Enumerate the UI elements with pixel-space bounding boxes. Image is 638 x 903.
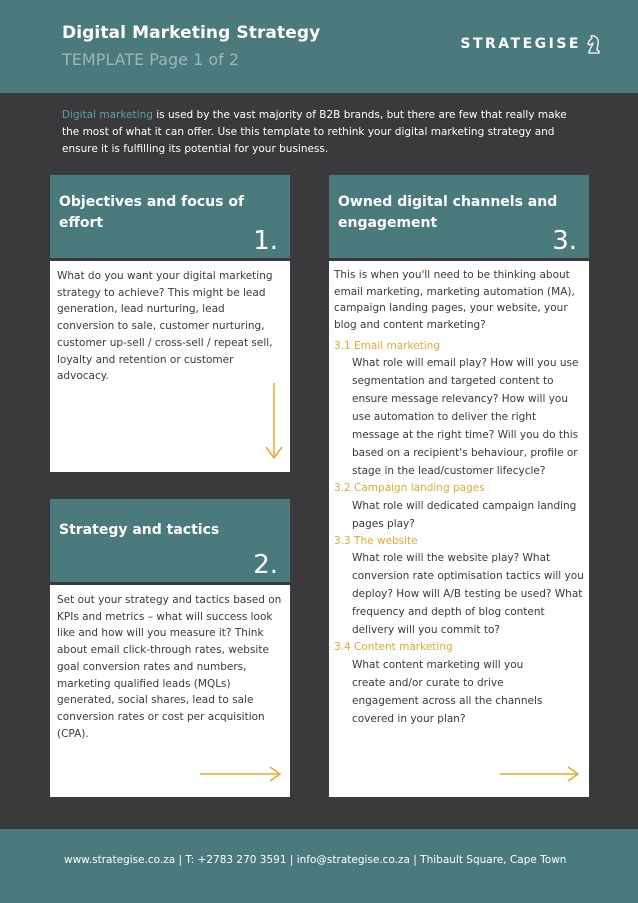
brand-logo xyxy=(460,34,602,54)
section-content-marketing xyxy=(334,639,584,728)
footer-bar xyxy=(0,829,638,903)
section-title: 3.1 Email marketing xyxy=(334,339,441,352)
header-banner xyxy=(0,0,638,93)
objectives-card-body xyxy=(50,261,290,472)
owned-card-body xyxy=(329,261,589,797)
page-title: Digital Marketing Strategy xyxy=(62,23,321,43)
section-body: What role will the website play? What conversion rate optimisation tactics will you deploy? How will A/B testing be used? What frequency and depth of blog content delivery will you commit to? xyxy=(352,552,584,637)
strategy-text: Set out your strategy and tactics based on KPIs and metrics – what will success look like and how will you measure it? Think about email click-through rates, website goal conversion rates and numbers, marketing qualified leads (MQLs) generated, social shares, lead to sale conversion rates or cost per acquisition (CPA). xyxy=(57,594,282,740)
owned-content xyxy=(334,267,584,728)
strategy-card-header xyxy=(50,499,290,582)
section-title: 3.3 The website xyxy=(334,534,418,547)
intro-text: is used by the vast majority of B2B brands, but there are few that really make the most of what it can offer. Use this template to rethink your digital marketing strategy and ensure it is fulfilling its potential for your business. xyxy=(62,109,567,155)
page-subtitle: TEMPLATE Page 1 of 2 xyxy=(62,50,240,69)
chess-knight-icon xyxy=(586,34,602,54)
intro-highlight: Digital marketing xyxy=(62,109,153,121)
section-body: What role will email play? How will you use segmentation and targeted content to ensure message relevancy? How will you use automation to deliver the right message at the right time? Will you do this based on a recipient's behaviour, profile or stage in the lead/customer lifecycle? xyxy=(352,357,579,478)
logo-text: STRATEGISE xyxy=(460,36,581,52)
arrow-right-icon xyxy=(500,766,580,782)
objectives-number: 1. xyxy=(253,226,278,256)
owned-card-header xyxy=(329,175,589,258)
section-title: 3.2 Campaign landing pages xyxy=(334,482,485,495)
strategy-number: 2. xyxy=(253,550,278,580)
section-body: What content marketing will you create and/or curate to drive engagement across all the channels covered in your plan? xyxy=(352,658,543,725)
objectives-card-header xyxy=(50,175,290,258)
footer-contact: www.strategise.co.za | T: +2783 270 3591 | info@strategise.co.za | Thibault Square, Cape Town xyxy=(64,854,567,866)
owned-number: 3. xyxy=(552,226,577,256)
objectives-heading: Objectives and focus of effort xyxy=(59,194,245,231)
section-email xyxy=(334,338,584,481)
arrow-down-icon xyxy=(264,383,284,461)
objectives-text: What do you want your digital marketing strategy to achieve? This might be lead generation, lead nurturing, lead conversion to sale, customer nurturing, customer up-sell / cross-sell / repeat sell, loyalty and retention or customer advocacy. xyxy=(57,270,273,383)
owned-heading: Owned digital channels and engagement xyxy=(338,194,558,231)
strategy-heading: Strategy and tactics xyxy=(59,522,220,538)
section-website xyxy=(334,533,584,640)
arrow-right-icon xyxy=(200,766,282,782)
intro-paragraph xyxy=(62,107,572,158)
owned-text: This is when you'll need to be thinking about email marketing, marketing automation (MA), campaign landing pages, your website, your blog and content marketing? xyxy=(334,269,575,332)
strategy-card-body xyxy=(50,585,290,797)
section-title: 3.4 Content marketing xyxy=(334,641,453,654)
section-body: What role will dedicated campaign landing pages play? xyxy=(352,499,577,530)
section-landing-pages xyxy=(334,480,584,533)
